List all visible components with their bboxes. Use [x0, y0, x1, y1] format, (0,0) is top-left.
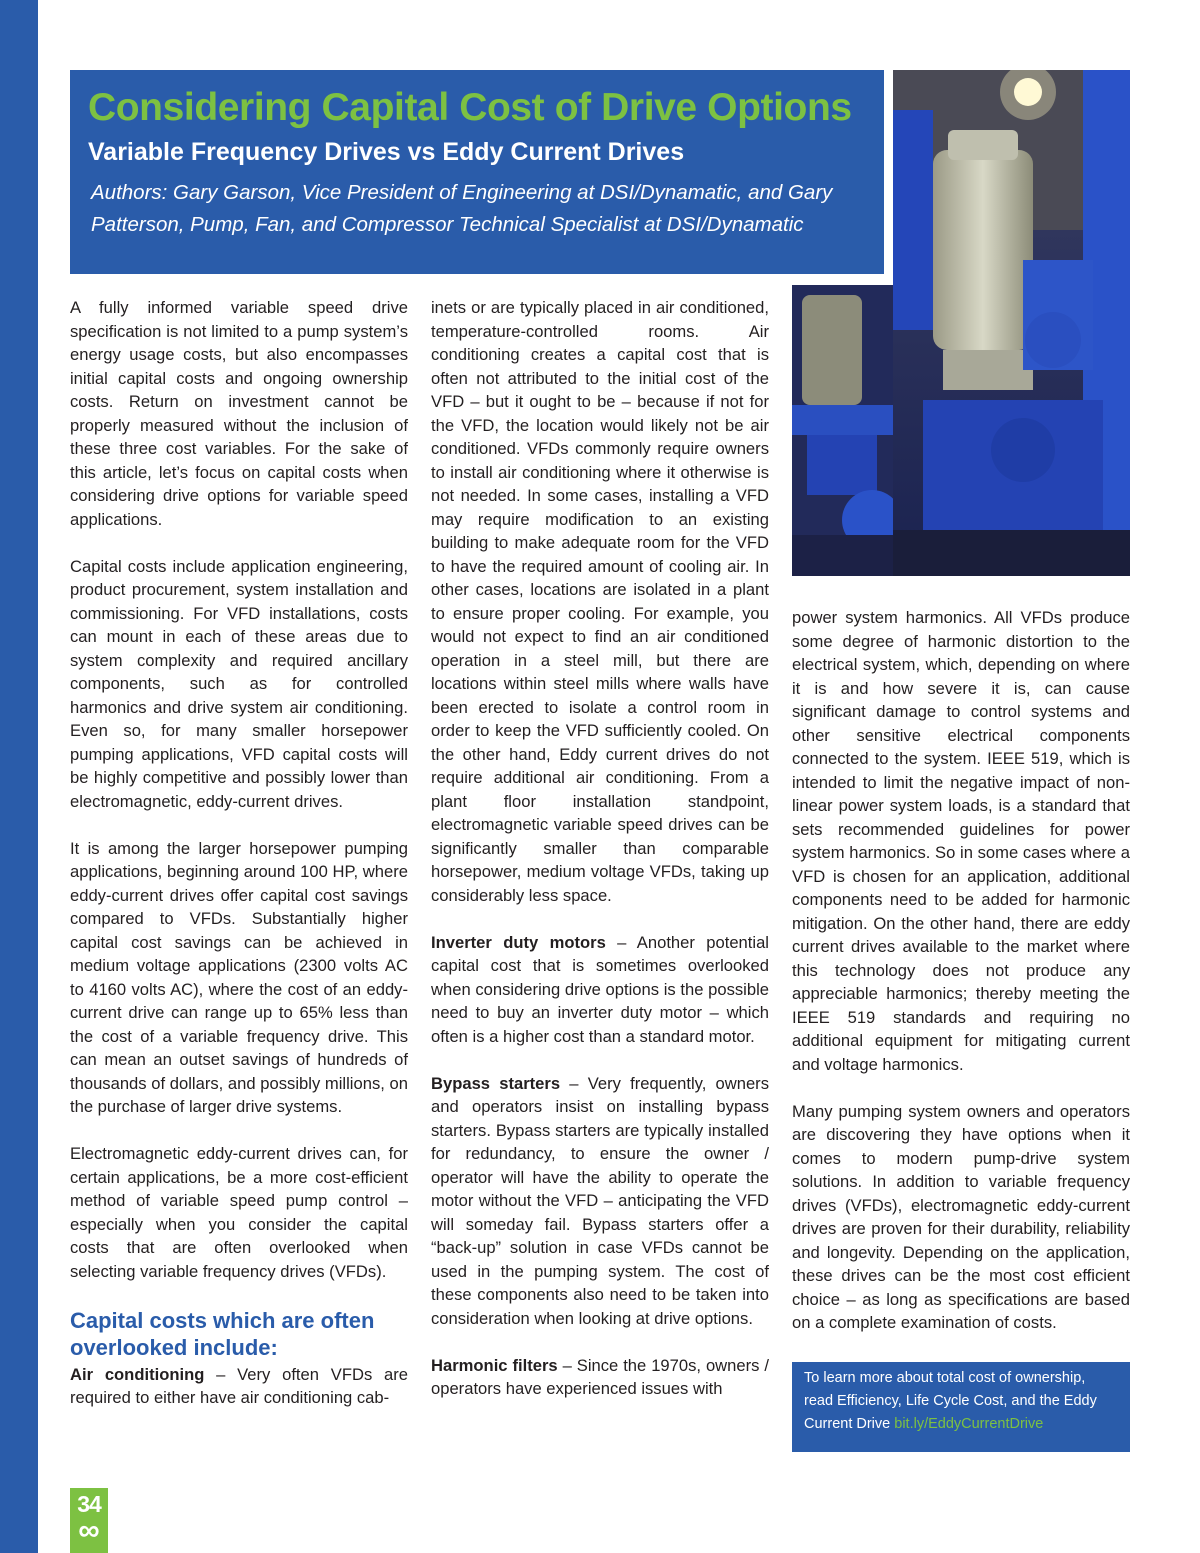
- paragraph: Electromagnetic eddy-current drives can, for certain applications, be a more cost-efficient method of variable speed pump control – especially when you consider the capital costs that are often overlooked when selecting variable frequency drives (VFDs).: [70, 1144, 408, 1281]
- paragraph-lead: Air conditioning: [70, 1364, 205, 1384]
- callout-text: To learn more about total cost of ownership, read Efficiency, Life Cycle Cost, and the Eddy Current Drive: [804, 1370, 1097, 1432]
- paragraph: Capital costs include application engineering, product procurement, system installation and commissioning. For VFD installations, costs can mount in each of these areas due to system complexity and required ancillary components, such as for controlled harmonics and drive system air conditioning. Even so, for many smaller horsepower pumping applications, VFD capital costs will be highly competitive and possibly lower than electromagnetic, eddy-current drives.: [70, 556, 408, 811]
- learn-more-callout: [792, 1362, 1130, 1452]
- paragraph-body: – Since the 1970s, owners / operators have experienced issues with: [431, 1355, 769, 1398]
- paragraph-lead: Bypass starters: [431, 1073, 561, 1093]
- pump-room-photo: [893, 70, 1130, 576]
- paragraph-body: – Very often VFDs are required to either have air conditioning cab-: [70, 1364, 408, 1407]
- left-margin-bar: [0, 0, 38, 1553]
- section-heading: Capital costs which are often overlooked include:: [70, 1307, 375, 1360]
- paragraph: [431, 1072, 769, 1331]
- pump-room-photo-extension: [792, 285, 893, 576]
- column-1: [70, 296, 408, 1433]
- article-header: [70, 70, 884, 274]
- page-number: 34: [77, 1491, 101, 1517]
- page-number-tab: [70, 1488, 108, 1553]
- paragraph-lead: Harmonic filters: [431, 1355, 558, 1375]
- paragraph: Many pumping system owners and operators are discovering they have options when it comes to modern pump-drive system solutions. In addition to variable frequency drives (VFDs), electromagnetic eddy-current drives are proven for their durability, reliability and longevity. Depending on the application, these drives can be the most cost efficient choice – as long as specifications are based on a complete examination of costs.: [792, 1101, 1130, 1332]
- pump-machinery-icon: [792, 285, 893, 576]
- column-2: [431, 296, 769, 1424]
- paragraph: power system harmonics. All VFDs produce some degree of harmonic distortion to the electrical system, which, depending on where it is and how severe it is, can cause significant damage to control systems and other sensitive electrical components connected to the system. IEEE 519, which is intended to limit the negative impact of non-linear power system loads, is a standard that sets recommended guidelines for power system harmonics. So in some cases where a VFD is chosen for an application, additional components need to be added for harmonic mitigation. On the other hand, there are eddy current drives available to the market where this technology does not produce any appreciable harmonics; thereby meeting the IEEE 519 standards and requiring no additional equipment for mitigating current and voltage harmonics.: [792, 608, 1130, 1074]
- paragraph: A fully informed variable speed drive specification is not limited to a pump system’s energy usage costs, but also encompasses initial capital costs and ongoing ownership costs. Return on investment cannot be properly measured without the inclusion of these three cost variables. For the sake of this article, let’s focus on capital costs when considering drive options for variable speed applications.: [70, 298, 408, 529]
- paragraph: It is among the larger horsepower pumping applications, beginning around 100 HP, where eddy-current drives offer capital cost savings compared to VFDs. Substantially higher capital cost savings can be achieved in medium voltage applications (2300 volts AC to 4160 volts AC), where the cost of an eddy-current drive can range up to 65% less than the cost of a variable frequency drive. This can mean an outset savings of hundreds of thousands of dollars, and possibly millions, on the purchase of larger drive systems.: [70, 838, 408, 1116]
- paragraph: [431, 931, 769, 1049]
- infinity-logo-icon: ∞: [78, 1514, 100, 1547]
- paragraph: [431, 1354, 769, 1401]
- article-authors: Authors: Gary Garson, Vice President of Engineering at DSI/Dynamatic, and Gary Patterson, Pump, Fan, and Compressor Technical Specialist at DSI/Dynamatic: [91, 181, 833, 236]
- article-title: Considering Capital Cost of Drive Options: [88, 86, 852, 129]
- article-subtitle: Variable Frequency Drives vs Eddy Current Drives: [88, 138, 685, 166]
- paragraph: [70, 1363, 408, 1410]
- column-3: [792, 606, 1130, 1358]
- paragraph: inets or are typically placed in air conditioned, temperature-controlled rooms. Air conditioning creates a capital cost that is often not attributed to the initial cost of the VFD – but it ought to be – because if not for the VFD, the location would likely not be air conditioned. VFDs commonly require owners to install air conditioning where it otherwise is not needed. In some cases, installing a VFD may require modification to an existing building to make adequate room for the VFD to have the required amount of cooling air. In other cases, locations are isolated in a plant to ensure proper cooling. For example, you would not expect to find an air conditioned operation in a steel mill, but there are locations within steel mills where walls have been erected to isolate a control room in order to keep the VFD sufficiently cooled. On the other hand, Eddy current drives do not require additional air conditioning. From a plant floor installation standpoint, electromagnetic variable speed drives can be significantly smaller than comparable horsepower, medium voltage VFDs, taking up considerably less space.: [431, 298, 769, 905]
- callout-link[interactable]: bit.ly/EddyCurrentDrive: [894, 1416, 1044, 1432]
- industrial-pump-room-photo-icon: [893, 70, 1130, 576]
- paragraph-lead: Inverter duty motors: [431, 932, 606, 952]
- paragraph-body: – Another potential capital cost that is sometimes overlooked when considering drive options is the possible need to buy an inverter duty motor – which often is a higher cost than a standard motor.: [431, 932, 769, 1046]
- paragraph-body: – Very frequently, owners and operators insist on installing bypass starters. Bypass starters are typically installed for redundancy, to ensure the owner / operator will have the ability to operate the motor without the VFD – anticipating the VFD will someday fail. Bypass starters offer a “back-up” solution in case VFDs cannot be used in the pumping system. The cost of these components also need to be taken into consideration when looking at drive options.: [431, 1073, 770, 1328]
